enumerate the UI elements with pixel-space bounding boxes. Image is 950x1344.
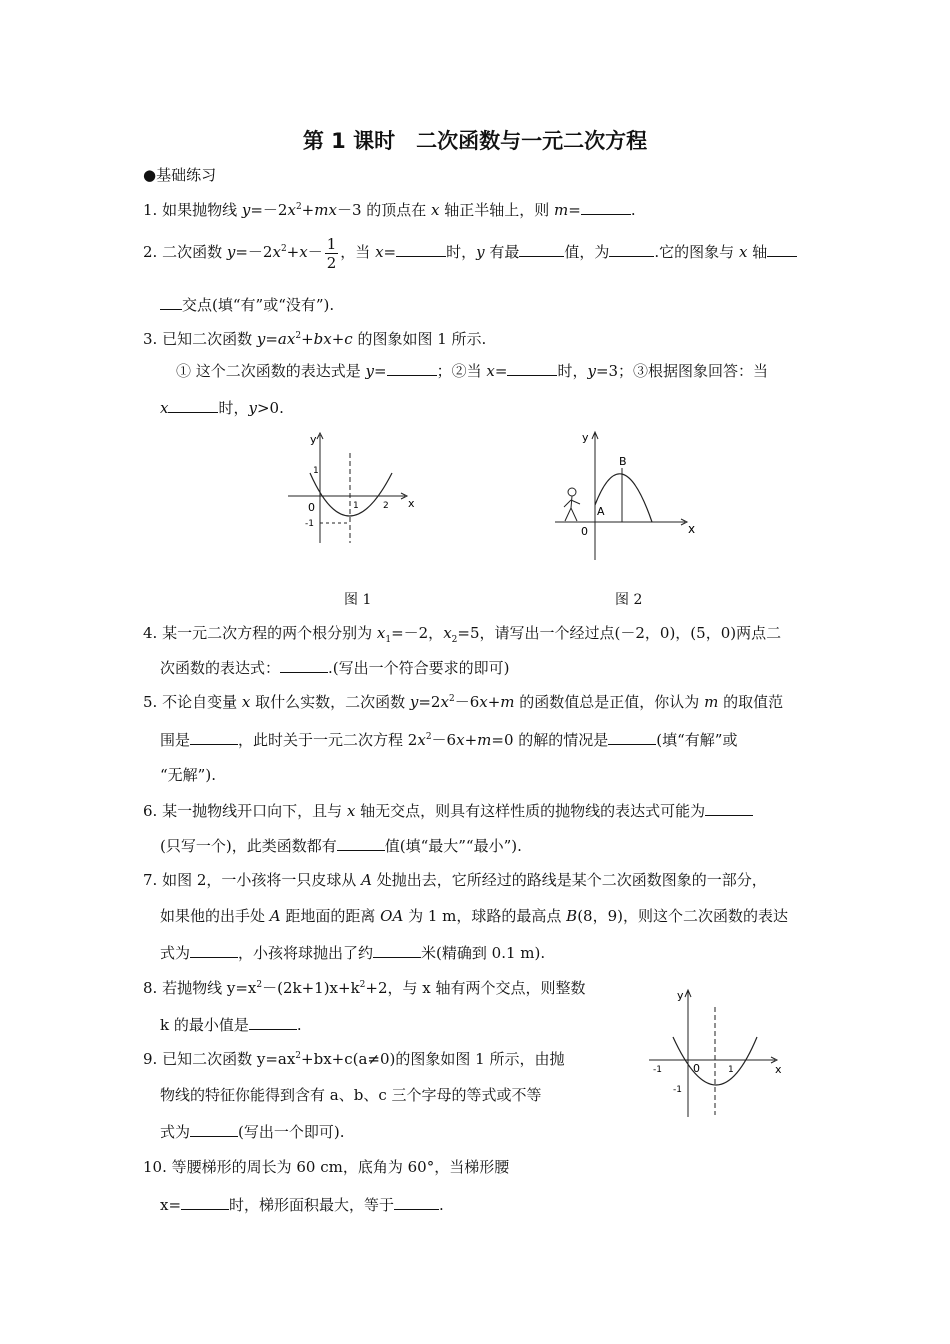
question-7-line3: 式为 ，小孩将球抛出了约 米(精确到 0.1 m). [160, 944, 546, 962]
child-arm [571, 500, 580, 504]
question-10: 10. 等腰梯形的周长为 60 cm，底角为 60°，当梯形腰 [143, 1158, 510, 1176]
question-9: 9. 已知二次函数 $y=ax^2+bx+c(a\ne 0)$的图象如图 1 所示，由抛 [143, 1050, 565, 1068]
question-2: 2. 二次函数 $y=-2x^2+x-$ $\frac{1}{2}$ ，当 x= 时，y 有最 值，为 .它的图象与 x 轴 [143, 232, 797, 272]
parabola-curve [310, 473, 392, 516]
x-tick-1: 1 [728, 1065, 734, 1075]
figure-2-caption: 图 2 [615, 592, 643, 608]
question-3: 3. 已知二次函数 $y=ax^2+bx+c$ 的图象如图 1 所示. [143, 330, 487, 348]
figure-1 [280, 425, 430, 555]
x-label: x [408, 497, 415, 510]
y-tick-neg1: -1 [305, 519, 314, 529]
point-b-label: B [619, 455, 627, 468]
question-4: 4. 某一元二次方程的两个根分别为 $x_1=-2$，$x_2=5$，请写出一个经过点(－2，0)，(5，0)两点二 [143, 624, 782, 645]
question-9-line2: 物线的特征你能得到含有 a、b、c 三个字母的等式或不等 [160, 1086, 542, 1104]
y-label: y [677, 989, 684, 1002]
question-7: 7. 如图 2，一小孩将一只皮球从 A 处抛出去，它所经过的路线是某个二次函数图象的一部分， [143, 871, 767, 889]
question-5: 5. 不论自变量 x 取什么实数，二次函数 $y=2x^2-6x+m$ 的函数值总是正值，你认为 m 的取值范 [143, 693, 784, 711]
x-tick-neg1: -1 [653, 1065, 662, 1075]
question-6-cont: (只写一个)，此类函数都有 值(填“最大”“最小”). [160, 837, 522, 855]
origin-label: 0 [581, 525, 588, 538]
y-label: y [310, 433, 317, 446]
question-4-cont: 次函数的表达式： .(写出一个符合要求的即可) [160, 659, 510, 677]
child-leg [565, 508, 571, 521]
question-3-line3: x 时，y>0. [160, 399, 284, 417]
question-2-cont: 交点(填“有”或“没有”). [160, 295, 334, 314]
x-tick-2: 2 [383, 501, 389, 511]
question-6: 6. 某一抛物线开口向下，且与 x 轴无交点，则具有这样性质的抛物线的表达式可能为 [143, 801, 753, 820]
figure-1-caption: 图 1 [344, 592, 372, 608]
page-title: 第 1 课时 二次函数与一元二次方程 [302, 129, 648, 153]
x-label: x [775, 1063, 782, 1076]
child-arm [564, 500, 571, 507]
question-10-cont: x= 时，梯形面积最大，等于 . [160, 1196, 444, 1214]
question-8: 8. 若抛物线 $y=x^2-(2k+1)x+k^2+2$，与 x 轴有两个交点，则整数 [143, 979, 586, 997]
origin-label: 0 [693, 1062, 700, 1075]
answer-blank [581, 200, 631, 215]
question-8-cont: k 的最小值是 . [160, 1016, 302, 1034]
child-body [571, 496, 572, 508]
y-label: y [582, 431, 589, 444]
section-heading: ●基础练习 [143, 166, 217, 184]
question-5-line3: “无解”). [160, 766, 216, 784]
x-tick-1: 1 [353, 501, 359, 511]
question-5-line2: 围是 ，此时关于一元二次方程 $2x^2-6x+m=0$ 的解的情况是 (填“有解”或 [160, 731, 738, 749]
question-9-line3: 式为 (写出一个即可). [160, 1123, 345, 1141]
figure-3 [645, 985, 795, 1120]
child-head [568, 488, 576, 496]
x-label: x [688, 522, 696, 536]
figure-2 [550, 425, 710, 565]
y-tick-1: 1 [313, 466, 319, 476]
y-tick-neg1: -1 [673, 1085, 682, 1095]
origin-label: 0 [308, 501, 315, 514]
child-leg [571, 508, 577, 521]
question-1: 1. 如果抛物线 $y=-2x^2+mx-3$ 的顶点在 x 轴正半轴上，则 m= . [143, 201, 636, 219]
point-a-label: A [597, 505, 605, 518]
parabola-curve [673, 1037, 757, 1085]
fraction-half: $\frac{1}{2}$ [326, 234, 337, 272]
question-3-line2: ① 这个二次函数的表达式是 y= ；②当 x= 时，y=3；③根据图象回答：当 [176, 362, 769, 380]
question-7-line2: 如果他的出手处 A 距地面的距离 OA 为 1 m，球路的最高点 B(8，9)，则这个二次函数的表达 [160, 907, 788, 925]
